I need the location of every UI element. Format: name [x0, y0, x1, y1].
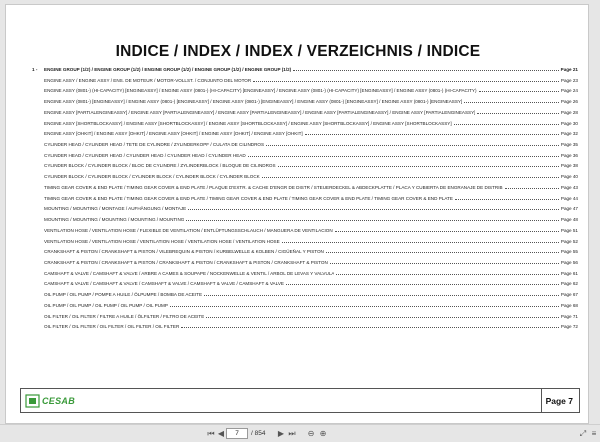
toc-entry-title[interactable]: CYLINDER BLOCK / CYLINDER BLOCK / CYLINDER BLOCK / CYLINDER BLOCK / CYLINDER BLOCK [44, 174, 260, 180]
toc-entry-title[interactable]: CAMSHAFT & VALVE / CAMSHAFT & VALVE / CAMSHAFT & VALVE / CAMSHAFT & VALVE / CAMSHAFT & VALVE [44, 281, 284, 287]
toc-entry-title[interactable]: TIMING GEAR COVER & END PLATE / TIMING GEAR COVER & END PLATE / PLAQUE D'EXTR. & CACHE D'ENGR DE DISTR / STEUERDECKEL & ABDECKPLATTE / PLACA Y CUBIERTA DE ENGRANAJE DE DISTRIB [44, 184, 503, 190]
toc-leader-dots [278, 164, 559, 167]
toc-entry-page[interactable]: Page 71 [560, 313, 578, 319]
toc-entry-page[interactable]: Page 47 [560, 206, 578, 212]
toc-leader-dots [181, 325, 559, 328]
toc-entry[interactable] [32, 228, 578, 239]
toc-entry[interactable] [32, 185, 578, 196]
fullscreen-icon[interactable]: ⤢ [579, 429, 587, 438]
toc-entry-title[interactable]: OIL FILTER / OIL FILTER / OIL FILTER / OIL FILTER / OIL FILTER [44, 324, 180, 330]
footer-divider [541, 389, 542, 412]
toc-entry[interactable] [32, 99, 578, 110]
toc-entry-page[interactable]: Page 52 [560, 238, 578, 244]
toc-entry-title[interactable]: ENGINE ASSY (0801-) (HI-CAPACITY) [ENGINEASSY] / ENGINE ASSY (0801-) (HI-CAPACITY) [ENGINEASSY] / ENGINE ASSY (0801-) (HI-CAPACITY) [ENGINEASSY] / ENGINE ASSY (0801-) (HI-CAPACITY) [44, 88, 477, 94]
toc-leader-dots [262, 175, 559, 178]
toc-leader-dots [455, 197, 559, 200]
last-page-button[interactable]: ⏭ [288, 429, 296, 438]
toc-leader-dots [248, 154, 559, 157]
toc-entry[interactable] [32, 260, 578, 271]
toc-entry-page[interactable]: Page 44 [560, 195, 578, 201]
toc-entry-page[interactable]: Page 43 [560, 184, 578, 190]
toc-entry[interactable] [32, 271, 578, 282]
toc-entry-page[interactable]: Page 38 [560, 163, 578, 169]
toc-leader-dots [479, 89, 559, 92]
toc-entry-title[interactable]: OIL FILTER / OIL FILTER / FILTRE A HUILE / ÖLFILTER / FILTRO DE ACEITE [44, 313, 205, 319]
toc-leader-dots [206, 315, 559, 318]
cesab-logo-icon [24, 391, 42, 411]
current-page-input[interactable]: 7 [226, 428, 248, 439]
toc-entry[interactable] [32, 303, 578, 314]
toc-entry-title[interactable]: ENGINE GROUP (1/2) / ENGINE GROUP (1/2) / ENGINE GROUP (1/2) / ENGINE GROUP (1/2) / ENGINE GROUP (1/2) [44, 67, 292, 72]
toc-leader-dots [170, 304, 559, 307]
document-page [5, 4, 589, 424]
toc-entry-number: 1 - [32, 67, 38, 72]
toc-leader-dots [305, 132, 559, 135]
toc-entry-page[interactable]: Page 48 [560, 217, 578, 223]
toc-leader-dots [204, 293, 559, 296]
viewer-toolbar [0, 424, 600, 442]
toc-entry-page[interactable]: Page 28 [560, 109, 578, 115]
toc-entry-title[interactable]: ENGINE ASSY (0801-) [ENGINEASSY] / ENGINE ASSY (0801-) [ENGINEASSY] / ENGINE ASSY (0801-) [ENGINEASSY] / ENGINE ASSY (0801-) [ENGINEASSY] / ENGINE ASSY (0801-) [ENGINEASSY] [44, 99, 463, 105]
toc-entry[interactable] [32, 67, 578, 78]
toc-entry-title[interactable]: ENGINE ASSY [OHKIT] / ENGINE ASSY [OHKIT] / ENGINE ASSY [OHKIT] / ENGINE ASSY [OHKIT] / ENGINE ASSY [OHKIT] [44, 131, 303, 137]
toc-entry-page[interactable]: Page 40 [560, 174, 578, 180]
toc-entry-page[interactable]: Page 26 [560, 99, 578, 105]
brand-name: CESAB [42, 396, 76, 406]
toc-entry-title[interactable]: TIMING GEAR COVER & END PLATE / TIMING GEAR COVER & END PLATE / TIMING GEAR COVER & END PLATE / TIMING GEAR COVER & END PLATE / TIMING GEAR COVER & END PLATE [44, 195, 453, 201]
toc-entry[interactable] [32, 121, 578, 132]
toc-leader-dots [186, 218, 559, 221]
toc-leader-dots [464, 100, 559, 103]
toc-leader-dots [454, 122, 559, 125]
toc-entry-page[interactable]: Page 24 [560, 88, 578, 94]
toc-leader-dots [335, 229, 559, 232]
toc-entry-title[interactable]: ENGINE ASSY / ENGINE ASSY / ENS. DE MOTEUR / MOTOR-VOLLST. / CONJUNTO DEL MOTOR [44, 77, 252, 83]
toc-entry-title[interactable]: CYLINDER BLOCK / CYLINDER BLOCK / BLOC DE CYLINDRE / ZYLINDERBLOCK / BLOQUE DE CILINDROS [44, 163, 276, 169]
page-number-label: Page 7 [545, 396, 573, 406]
toc-entry-page[interactable]: Page 62 [560, 281, 578, 287]
toc-entry[interactable] [32, 249, 578, 260]
toc-entry-page[interactable]: Page 32 [560, 131, 578, 137]
toc-entry[interactable] [32, 206, 578, 217]
toc-leader-dots [286, 282, 559, 285]
toc-entry[interactable] [32, 131, 578, 142]
toc-entry-page[interactable]: Page 55 [560, 249, 578, 255]
toc-leader-dots [330, 261, 559, 264]
toc-entry-page[interactable]: Page 67 [560, 292, 578, 298]
toc-leader-dots [253, 79, 559, 82]
toc-entry[interactable] [32, 78, 578, 89]
previous-page-icon[interactable]: ◀ [217, 429, 225, 438]
toc-entry-page[interactable]: Page 51 [560, 227, 578, 233]
cesab-logo [24, 391, 80, 411]
toc-leader-dots [477, 111, 558, 114]
toc-entry-title[interactable]: ENGINE ASSY [PARTIALENGINEASSY] / ENGINE ASSY [PARTIALENGINEASSY] / ENGINE ASSY [PARTIALENGINEASSY] / ENGINE ASSY [PARTIALENGINEASSY] / ENGINE ASSY [PARTIALENGINEASSY] [44, 109, 476, 115]
toc-leader-dots [336, 272, 558, 275]
toc-entry[interactable] [32, 153, 578, 164]
toc-entry-page[interactable]: Page 36 [560, 152, 578, 158]
toc-entry-title[interactable]: ENGINE ASSY [SHORTBLOCKASSY] / ENGINE ASSY [SHORTBLOCKASSY] / ENGINE ASSY [SHORTBLOCKASSY] / ENGINE ASSY [SHORTBLOCKASSY] / ENGINE ASSY [SHORTBLOCKASSY] [44, 120, 452, 126]
toc-entry[interactable] [32, 314, 578, 325]
toc-entry-title[interactable]: VENTILATION HOSE / VENTILATION HOSE / VENTILATION HOSE / VENTILATION HOSE / VENTILATION HOSE [44, 238, 280, 244]
zoom-in-icon[interactable]: ⊕ [319, 429, 327, 438]
toc-entry[interactable] [32, 88, 578, 99]
toc-entry-title[interactable]: VENTILATION HOSE / VENTILATION HOSE / FLEXIBLE DE VENTILATION / ENTLÜFTUNGSSCHLAUCH / MANGUERA DE VENTILACION [44, 227, 333, 233]
toc-entry-title[interactable]: MOUNTING / MOUNTING / MOUNTING / MOUNTING / MOUNTING [44, 217, 185, 223]
toc-entry-title[interactable]: CRANKSHAFT & PISTON / CRANKSHAFT & PISTON / VILEBREQUIN & PISTON / KURBELWELLE & KOLBEN / CIGÜEÑAL Y PISTON [44, 249, 324, 255]
toc-entry-page[interactable]: Page 61 [560, 270, 578, 276]
toc-leader-dots [266, 143, 559, 146]
toc-entry[interactable] [32, 239, 578, 250]
toc-leader-dots [326, 250, 559, 253]
first-page-button[interactable]: ⏮ [207, 429, 215, 438]
toc-entry-page[interactable]: Page 30 [560, 120, 578, 126]
toc-entry-page[interactable]: Page 23 [560, 77, 578, 83]
toc-leader-dots [293, 68, 558, 71]
toc-entry-title[interactable]: CYLINDER HEAD / CYLINDER HEAD / CYLINDER HEAD / CYLINDER HEAD / CYLINDER HEAD [44, 152, 246, 158]
toc-entry[interactable] [32, 142, 578, 153]
toc-entry[interactable] [32, 174, 578, 185]
toc-entry[interactable] [32, 163, 578, 174]
toc-entry-title[interactable]: CAMSHAFT & VALVE / CAMSHAFT & VALVE / ARBRE A CAMES & SOUPAPE / NOCKENWELLE & VENTIL / ARBOL DE LEVAS Y VALVULA [44, 270, 335, 276]
toc-entry[interactable] [32, 292, 578, 303]
total-pages-label: / 854 [251, 430, 266, 437]
toc-entry-page[interactable]: Page 72 [560, 324, 578, 330]
page-title: INDICE / INDEX / INDEX / VERZEICHNIS / INDICE [115, 43, 481, 60]
toc-entry[interactable] [32, 196, 578, 207]
toc-entry[interactable] [32, 281, 578, 292]
toc-entry-title[interactable]: OIL PUMP / OIL PUMP / OIL PUMP / OIL PUMP / OIL PUMP [44, 302, 168, 308]
table-of-contents [32, 67, 578, 335]
toc-entry-page[interactable]: Page 68 [560, 302, 578, 308]
toc-leader-dots [188, 207, 559, 210]
toc-leader-dots [505, 186, 559, 189]
toc-entry-title[interactable]: CRANKSHAFT & PISTON / CRANKSHAFT & PISTON / CRANKSHAFT & PISTON / CRANKSHAFT & PISTON / CRANKSHAFT & PISTON [44, 259, 328, 265]
next-page-icon[interactable]: ▶ [277, 429, 285, 438]
zoom-out-icon[interactable]: ⊖ [307, 429, 315, 438]
toc-entry-title[interactable]: OIL PUMP / OIL PUMP / POMPE A HUILE / ÖLPUMPE / BOMBA DE ACEITE [44, 292, 203, 298]
toc-entry[interactable] [32, 110, 578, 121]
toc-entry[interactable] [32, 217, 578, 228]
toc-entry-title[interactable]: MOUNTING / MOUNTING / MONTAGE / AUFHÄNGUNG / MONTAJE [44, 206, 187, 212]
menu-icon[interactable]: ≡ [591, 429, 597, 438]
toc-entry-title[interactable]: CYLINDER HEAD / CYLINDER HEAD / TETE DE CYLINDRE / ZYLINDERKOPF / CULATA DE CILINDROS [44, 142, 265, 148]
toc-entry[interactable] [32, 324, 578, 335]
toc-entry-page[interactable]: Page 35 [560, 142, 578, 148]
toc-entry-page[interactable]: Page 21 [560, 67, 578, 72]
toc-leader-dots [282, 240, 559, 243]
toc-entry-page[interactable]: Page 56 [560, 259, 578, 265]
page-footer [20, 388, 580, 413]
